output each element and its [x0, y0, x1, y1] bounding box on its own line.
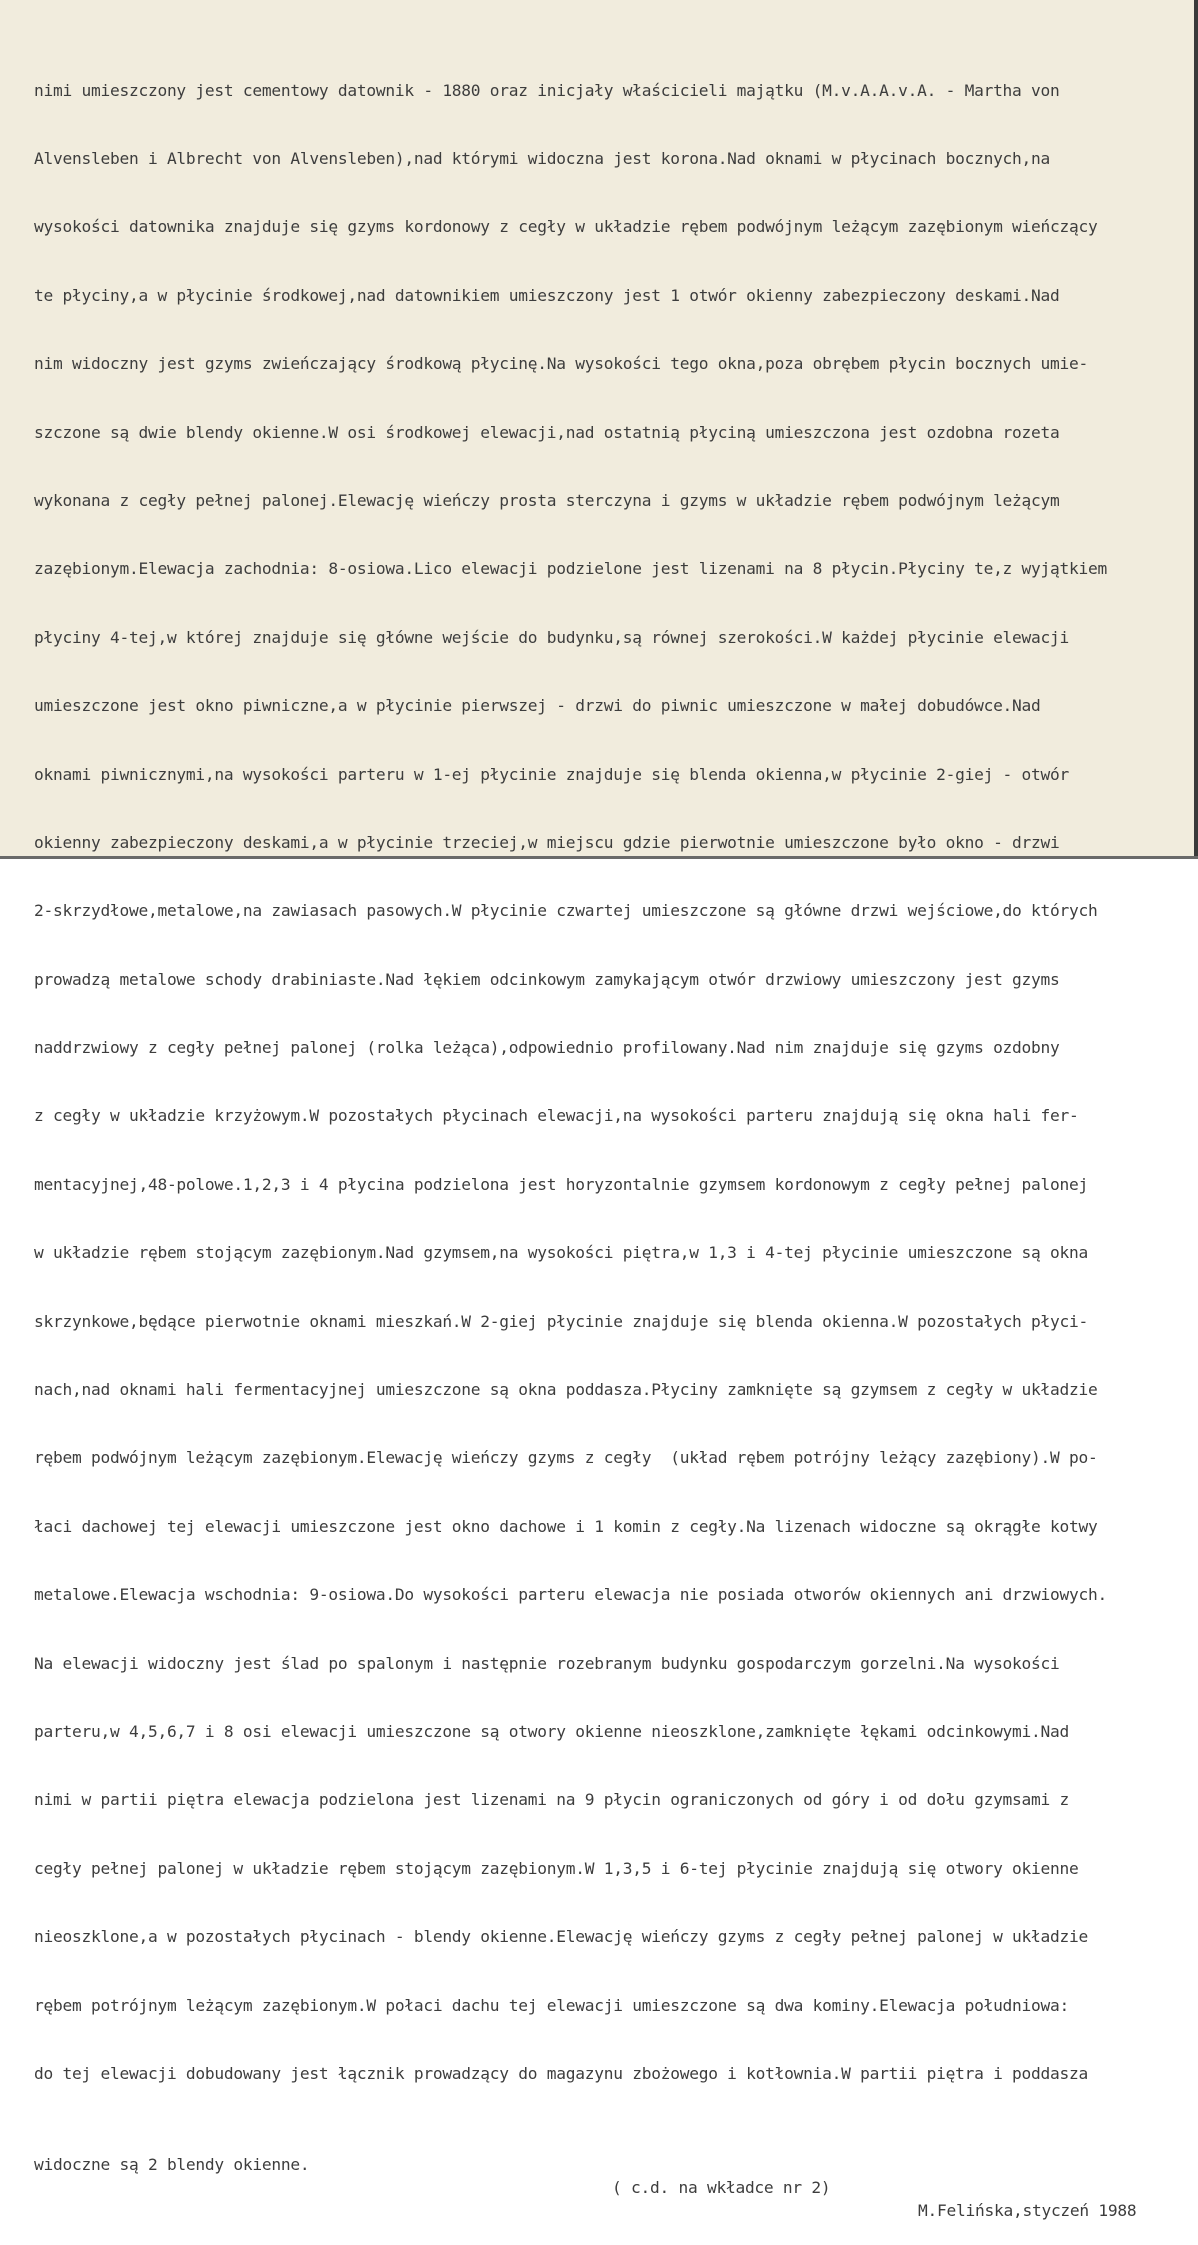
text-line: nach,nad oknami hali fermentacyjnej umieszczone są okna poddasza.Płyciny zamknięte są gzymsem z cegły w układzie [34, 1380, 1098, 1400]
last-text-line: widoczne są 2 blendy okienne. [34, 2155, 310, 2175]
text-line: nim widoczny jest gzyms zwieńczający środkową płycinę.Na wysokości tego okna,poza obrębem płycin bocznych umie- [34, 354, 1089, 374]
author-signature: M.Felińska,styczeń 1988 [918, 2200, 1137, 2220]
text-line: cegły pełnej palonej w układzie rębem stojącym zazębionym.W 1,3,5 i 6-tej płycinie znajdują się otwory okienne [34, 1858, 1079, 1878]
text-line: z cegły w układzie krzyżowym.W pozostałych płycinach elewacji,na wysokości parteru znajdują się okna hali fer- [34, 1106, 1079, 1126]
text-line: w układzie rębem stojącym zazębionym.Nad gzymsem,na wysokości piętra,w 1,3 i 4-tej płycinie umieszczone są okna [34, 1243, 1089, 1263]
continuation-note: ( c.d. na wkładce nr 2) [612, 2177, 831, 2197]
text-line: nimi w partii piętra elewacja podzielona jest lizenami na 9 płycin ograniczonych od góry i od dołu gzymsami z [34, 1790, 1070, 1810]
text-line: mentacyjnej,48-polowe.1,2,3 i 4 płycina podzielona jest horyzontalnie gzymsem kordonowym z cegły pełnej palonej [34, 1174, 1089, 1194]
text-line: wysokości datownika znajduje się gzyms kordonowy z cegły w układzie rębem podwójnym leżącym zazębionym wieńczący [34, 217, 1098, 237]
text-line: okienny zabezpieczony deskami,a w płycinie trzeciej,w miejscu gdzie pierwotnie umieszczone było okno - drzwi [34, 832, 1060, 852]
final-line [34, 2131, 1194, 2220]
text-line: metalowe.Elewacja wschodnia: 9-osiowa.Do wysokości parteru elewacja nie posiada otworów okiennych ani drzwiowych. [34, 1585, 1108, 1605]
text-line: naddrzwiowy z cegły pełnej palonej (rolka leżąca),odpowiednio profilowany.Nad nim znajduje się gzyms ozdobny [34, 1038, 1060, 1058]
text-line: 2-skrzydłowe,metalowe,na zawiasach pasowych.W płycinie czwartej umieszczone są główne drzwi wejściowe,do których [34, 901, 1098, 921]
text-line: rębem potrójnym leżącym zazębionym.W połaci dachu tej elewacji umieszczone są dwa kominy.Elewacja południowa: [34, 1995, 1070, 2015]
text-line: umieszczone jest okno piwniczne,a w płycinie pierwszej - drzwi do piwnic umieszczone w małej dobudówce.Nad [34, 696, 1041, 716]
text-line: nimi umieszczony jest cementowy datownik - 1880 oraz inicjały właścicieli majątku (M.v.A.A.v.A. - Martha von [34, 80, 1060, 100]
scan-edge-bottom [0, 856, 1198, 859]
text-line: szczone są dwie blendy okienne.W osi środkowej elewacji,nad ostatnią płyciną umieszczona jest ozdobna rozeta [34, 422, 1060, 442]
text-line: parteru,w 4,5,6,7 i 8 osi elewacji umieszczone są otwory okienne nieoszklone,zamknięte łękami odcinkowymi.Nad [34, 1721, 1070, 1741]
text-line: oknami piwnicznymi,na wysokości parteru w 1-ej płycinie znajduje się blenda okienna,w płycinie 2-giej - otwór [34, 764, 1070, 784]
text-line: nieoszklone,a w pozostałych płycinach - blendy okienne.Elewację wieńczy gzyms z cegły pełnej palonej w układzie [34, 1927, 1089, 1947]
text-line: zazębionym.Elewacja zachodnia: 8-osiowa.Lico elewacji podzielone jest lizenami na 8 płycin.Płyciny te,z wyjątkiem [34, 559, 1108, 579]
text-line: łaci dachowej tej elewacji umieszczone jest okno dachowe i 1 komin z cegły.Na lizenach widoczne są okrągłe kotwy [34, 1516, 1098, 1536]
text-line: skrzynkowe,będące pierwotnie oknami mieszkań.W 2-giej płycinie znajduje się blenda okienna.W pozostałych płyci- [34, 1311, 1089, 1331]
text-line: Na elewacji widoczny jest ślad po spalonym i następnie rozebranym budynku gospodarczym gorzelni.Na wysokości [34, 1653, 1060, 1673]
text-line: rębem podwójnym leżącym zazębionym.Elewację wieńczy gzyms z cegły (układ rębem potrójny leżący zazębiony).W po- [34, 1448, 1098, 1468]
text-line: płyciny 4-tej,w której znajduje się główne wejście do budynku,są równej szerokości.W każdej płycinie elewacji [34, 627, 1070, 647]
text-line: prowadzą metalowe schody drabiniaste.Nad łękiem odcinkowym zamykającym otwór drzwiowy umieszczony jest gzyms [34, 969, 1060, 989]
typewritten-text [34, 34, 1194, 2220]
text-line: wykonana z cegły pełnej palonej.Elewację wieńczy prosta sterczyna i gzyms w układzie rębem podwójnym leżącym [34, 490, 1060, 510]
text-line: do tej elewacji dobudowany jest łącznik prowadzący do magazynu zbożowego i kotłownia.W partii piętra i poddasza [34, 2063, 1089, 2083]
text-line: te płyciny,a w płycinie środkowej,nad datownikiem umieszczony jest 1 otwór okienny zabezpieczony deskami.Nad [34, 285, 1060, 305]
text-line: Alvensleben i Albrecht von Alvensleben),nad którymi widoczna jest korona.Nad oknami w płycinach bocznych,na [34, 148, 1051, 168]
scan-edge-right [1194, 0, 1198, 859]
